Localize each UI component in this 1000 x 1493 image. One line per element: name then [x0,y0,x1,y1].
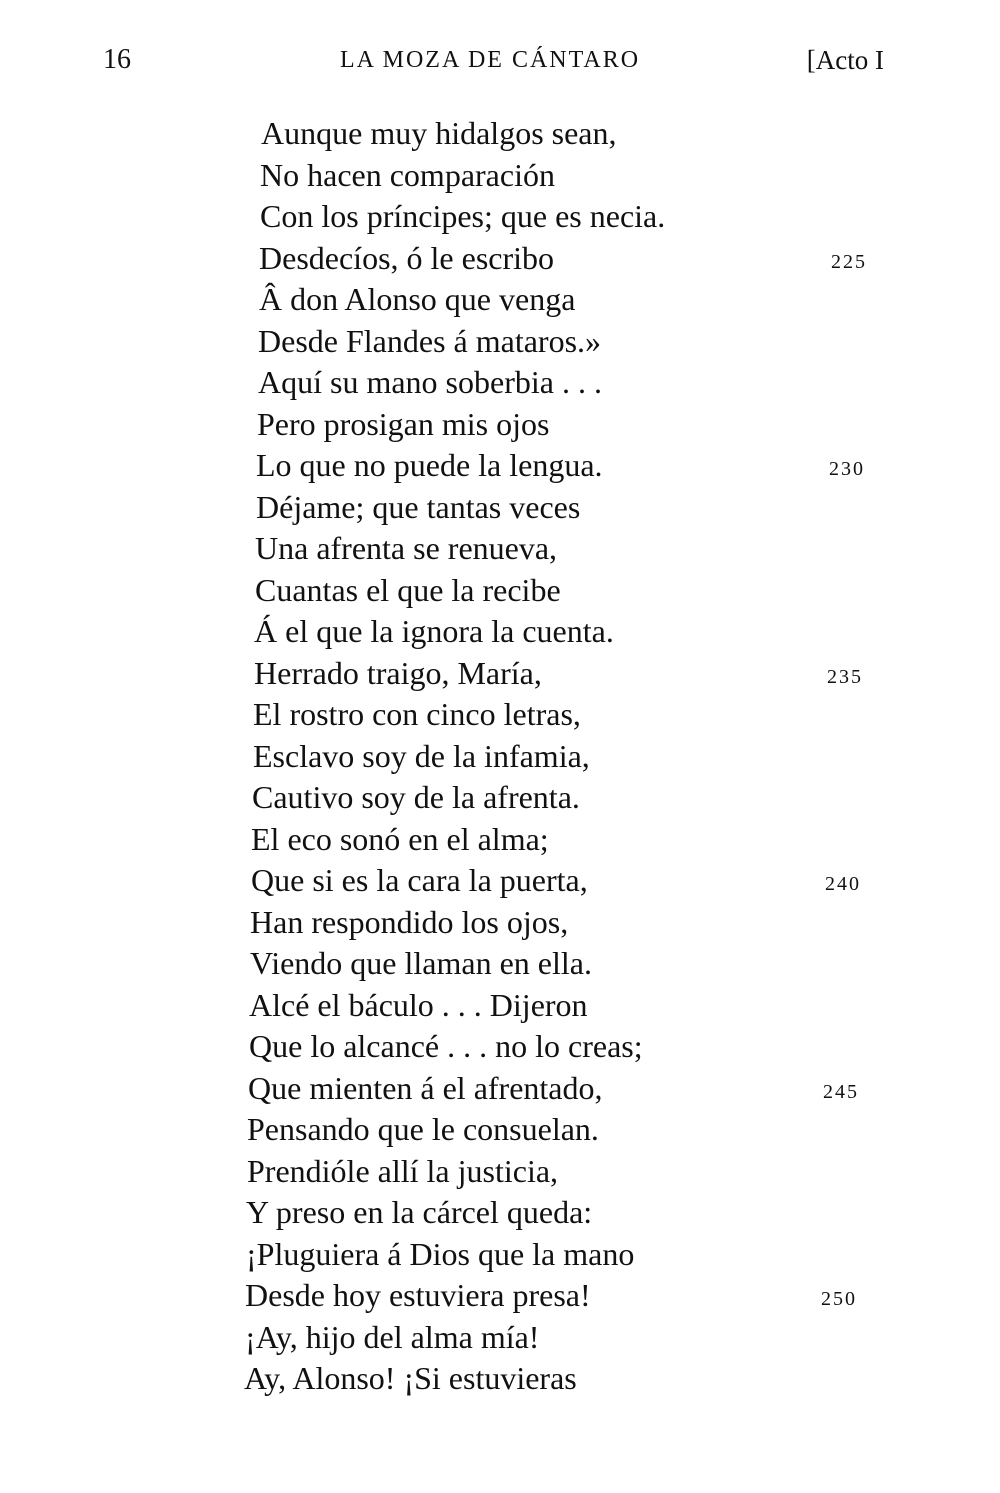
verse-line [0,404,1000,446]
line-number: 245 [823,1080,859,1103]
verse-line-text: Con los príncipes; que es necia. [260,198,666,234]
verse-line [0,279,1000,321]
verse-line [0,238,1000,280]
verse-line-text: Que lo alcancé . . . no lo creas; [249,1028,643,1064]
verse-line [0,902,1000,944]
verse-line-text: Alcé el báculo . . . Dijeron [249,986,588,1023]
verse-line [0,777,1000,819]
verse-line [0,1275,1000,1317]
verse-block [0,113,1000,1400]
verse-line-text: Que si es la cara la puerta, [251,862,588,898]
verse-line-text: Pensando que le consuelan. [247,1111,599,1147]
verse-line-text: Aquí su mano soberbia . . . [258,364,602,400]
page-number: 16 [103,44,131,75]
verse-line [0,694,1000,736]
verse-line [0,1192,1000,1234]
verse-line-text: Han respondido los ojos, [250,903,569,940]
verse-line-text: ¡Ay, hijo del alma mía! [245,1318,540,1355]
verse-line-text: Cuantas el que la recibe [255,571,561,608]
verse-line-text: Herrado traigo, María, [254,654,542,691]
verse-line-text: Prendióle allí la justicia, [247,1152,559,1189]
verse-line [0,570,1000,612]
verse-line [0,113,1000,155]
verse-line-text: Desdecíos, ó le escribo [259,239,555,276]
verse-line-text: Desde Flandes á mataros.» [258,322,602,359]
verse-line-text: Desde hoy estuviera presa! [245,1277,591,1313]
verse-line [0,362,1000,404]
verse-line [0,196,1000,238]
verse-line [0,611,1000,653]
verse-line [0,445,1000,487]
verse-line [0,943,1000,985]
verse-line [0,155,1000,197]
verse-line-text: Cautivo soy de la afrenta. [252,779,580,815]
verse-line [0,1068,1000,1110]
verse-line [0,1109,1000,1151]
line-number: 250 [821,1288,857,1310]
verse-line-text: Viendo que llaman en ella. [250,945,592,981]
verse-line [0,487,1000,529]
verse-line [0,819,1000,861]
line-number: 240 [825,873,861,895]
verse-line-text: Pero prosigan mis ojos [257,405,550,442]
verse-line-text: Ay, Alonso! ¡Si estuvieras [244,1360,577,1396]
verse-line [0,736,1000,778]
verse-line [0,1358,1000,1400]
verse-line-text: El eco sonó en el alma; [251,820,549,857]
verse-line [0,1151,1000,1193]
line-number: 235 [827,665,863,688]
verse-line-text: Una afrenta se renueva, [255,530,558,566]
verse-line [0,1026,1000,1068]
verse-line-text: Que mienten á el afrentado, [248,1069,603,1106]
act-label: [Acto I [806,45,884,75]
verse-line-text: Y preso en la cárcel queda: [246,1194,593,1230]
verse-line [0,1317,1000,1359]
verse-line-text: Déjame; que tantas veces [256,488,581,525]
running-title: LA MOZA DE CÁNTARO [339,47,641,73]
verse-line-text: Lo que no puede la lengua. [256,447,603,483]
verse-line [0,528,1000,570]
verse-line [0,321,1000,363]
line-number: 230 [829,458,865,480]
verse-line-text: ¡Pluguiera á Dios que la mano [246,1235,635,1272]
verse-line [0,985,1000,1027]
line-number: 225 [831,250,867,273]
verse-line-text: Aunque muy hidalgos sean, [261,115,617,151]
verse-line-text: No hacen comparación [260,156,555,193]
verse-line-text: Â don Alonso que venga [259,281,576,317]
verse-line [0,1234,1000,1276]
verse-line-text: Á el que la ignora la cuenta. [254,613,614,649]
verse-line-text: Esclavo soy de la infamia, [253,737,590,774]
page-header [0,40,1000,80]
verse-line [0,860,1000,902]
verse-line [0,653,1000,695]
verse-line-text: El rostro con cinco letras, [253,696,581,732]
